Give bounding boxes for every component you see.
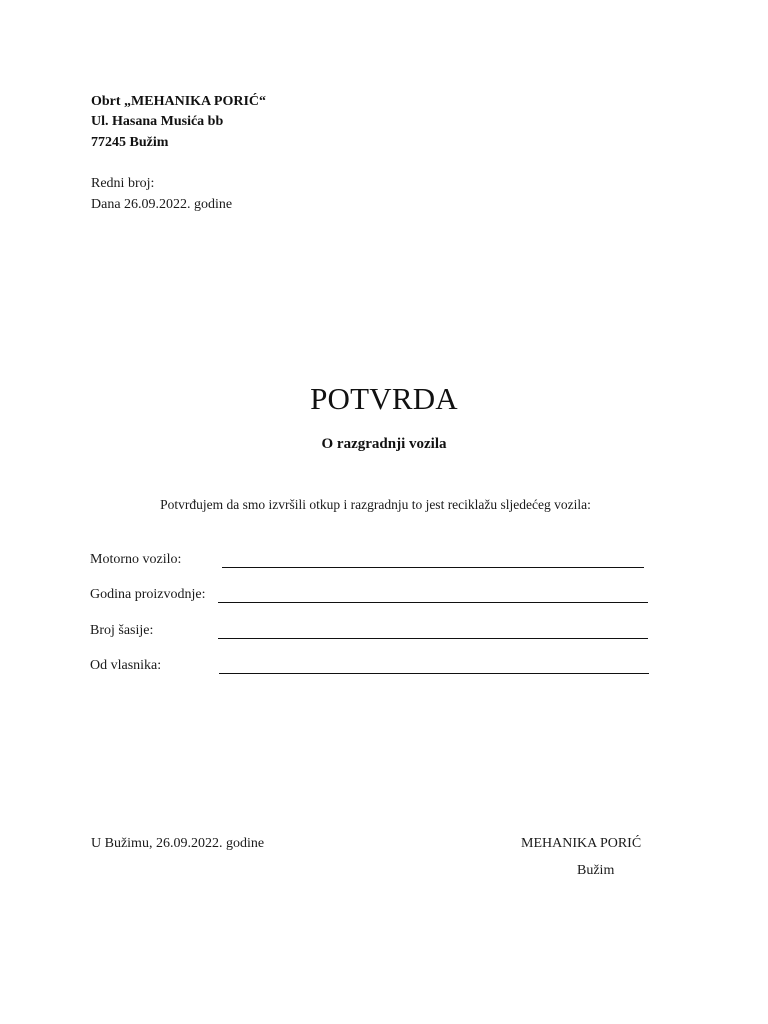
field-label-motor-vehicle: Motorno vozilo: <box>90 552 182 567</box>
document-title: POTVRDA <box>310 381 458 416</box>
field-label-production-year: Godina proizvodnje: <box>90 587 206 602</box>
sender-street: Ul. Hasana Musića bb <box>91 114 224 129</box>
document-subtitle: O razgradnji vozila <box>321 436 447 452</box>
place-and-date: U Bužimu, 26.09.2022. godine <box>91 836 265 851</box>
reference-number-label: Redni broj: <box>91 176 155 191</box>
field-line-production-year <box>218 602 648 603</box>
field-label-owner: Od vlasnika: <box>90 658 162 673</box>
signature-city: Bužim <box>577 863 615 878</box>
intro-paragraph: Potvrđujem da smo izvršili otkup i razgradnju to jest reciklažu sljedećeg vozila: <box>160 497 591 512</box>
sender-city: 77245 Bužim <box>91 135 169 150</box>
field-line-chassis-number <box>218 638 648 639</box>
field-line-owner <box>219 673 649 674</box>
field-line-motor-vehicle <box>222 567 644 568</box>
signature-name: MEHANIKA PORIĆ <box>521 836 642 851</box>
sender-business-name: Obrt „MEHANIKA PORIĆ“ <box>91 94 266 109</box>
field-label-chassis-number: Broj šasije: <box>90 623 154 638</box>
issue-date: Dana 26.09.2022. godine <box>91 197 233 212</box>
